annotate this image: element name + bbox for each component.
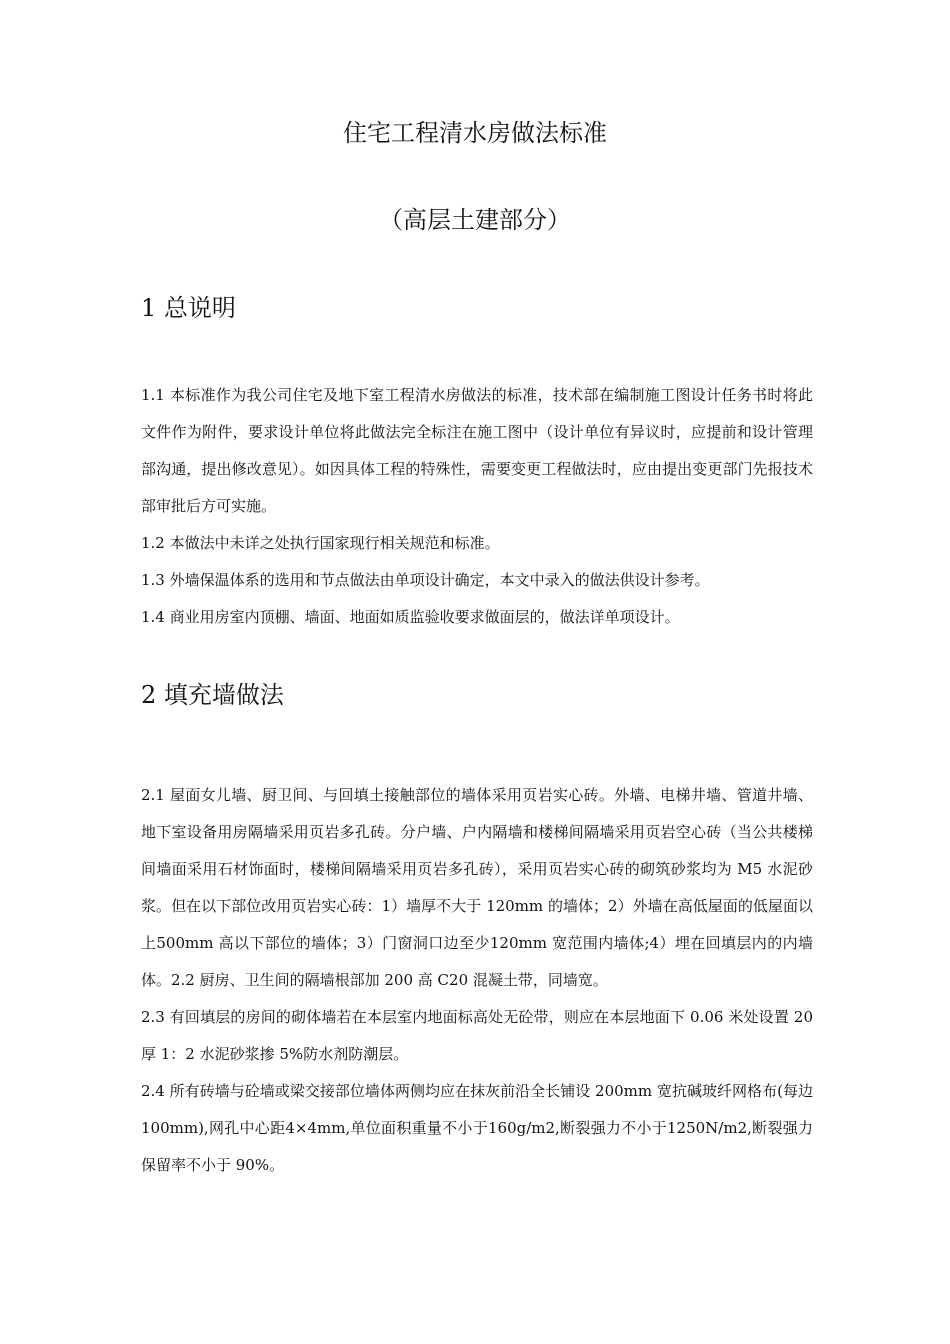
- paragraph-1-4: 1.4 商业用房室内顶棚、墙面、地面如质监验收要求做面层的，做法详单项设计。: [141, 608, 680, 626]
- section-heading-infill-wall: 2 填充墙做法: [141, 681, 284, 709]
- paragraph-1-3: 1.3 外墙保温体系的选用和节点做法由单项设计确定，本文中录入的做法供设计参考。: [141, 571, 710, 589]
- paragraph-2-1: 2.1 屋面女儿墙、厨卫间、与回填土接触部位的墙体采用页岩实心砖。外墙、电梯井墙、管道井墙、地下室设备用房隔墙采用页岩多孔砖。分户墙、户内隔墙和楼梯间隔墙采用页岩空心砖（当公共楼梯间墙面采用石材饰面时，楼梯间隔墙采用页岩多孔砖），采用页岩实心砖的砌筑砂浆均为 M5 水泥砂浆。但在以下部位改用页岩实心砖：1）墙厚不大于 120mm 的墙体；2）外墙在高低屋面的低屋面以上500mm 高以下部位的墙体；3）门窗洞口边至少120mm 宽范围内墙体;4）埋在回填层内的内墙体。2.2 厨房、卫生间的隔墙根部加 200 高 C20 混凝土带，同墙宽。: [141, 786, 813, 989]
- section-body-general: [141, 377, 813, 636]
- paragraph-1-1: 1.1 本标准作为我公司住宅及地下室工程清水房做法的标准，技术部在编制施工图设计任务书时将此文件作为附件，要求设计单位将此做法完全标注在施工图中（设计单位有异议时，应提前和设计管理部沟通，提出修改意见）。如因具体工程的特殊性，需要变更工程做法时，应由提出变更部门先报技术部审批后方可实施。: [141, 386, 813, 515]
- paragraph-2-4: 2.4 所有砖墙与砼墙或梁交接部位墙体两侧均应在抹灰前沿全长铺设 200mm 宽抗碱玻纤网格布(每边100mm),网孔中心距4×4mm,单位面积重量不小于160g/m2,断裂强力不小于1250N/m2,断裂强力保留率不小于 90%。: [141, 1082, 813, 1174]
- section-body-infill-wall: [141, 777, 813, 1184]
- paragraph-1-2: 1.2 本做法中未详之处执行国家现行相关规范和标准。: [141, 534, 500, 552]
- document-title: 住宅工程清水房做法标准: [343, 119, 607, 147]
- document-subtitle: （高层土建部分）: [379, 206, 571, 234]
- section-heading-general: 1 总说明: [141, 294, 236, 322]
- paragraph-2-3: 2.3 有回填层的房间的砌体墙若在本层室内地面标高处无砼带，则应在本层地面下 0.06 米处设置 20 厚 1：2 水泥砂浆掺 5%防水剂防潮层。: [141, 1008, 813, 1063]
